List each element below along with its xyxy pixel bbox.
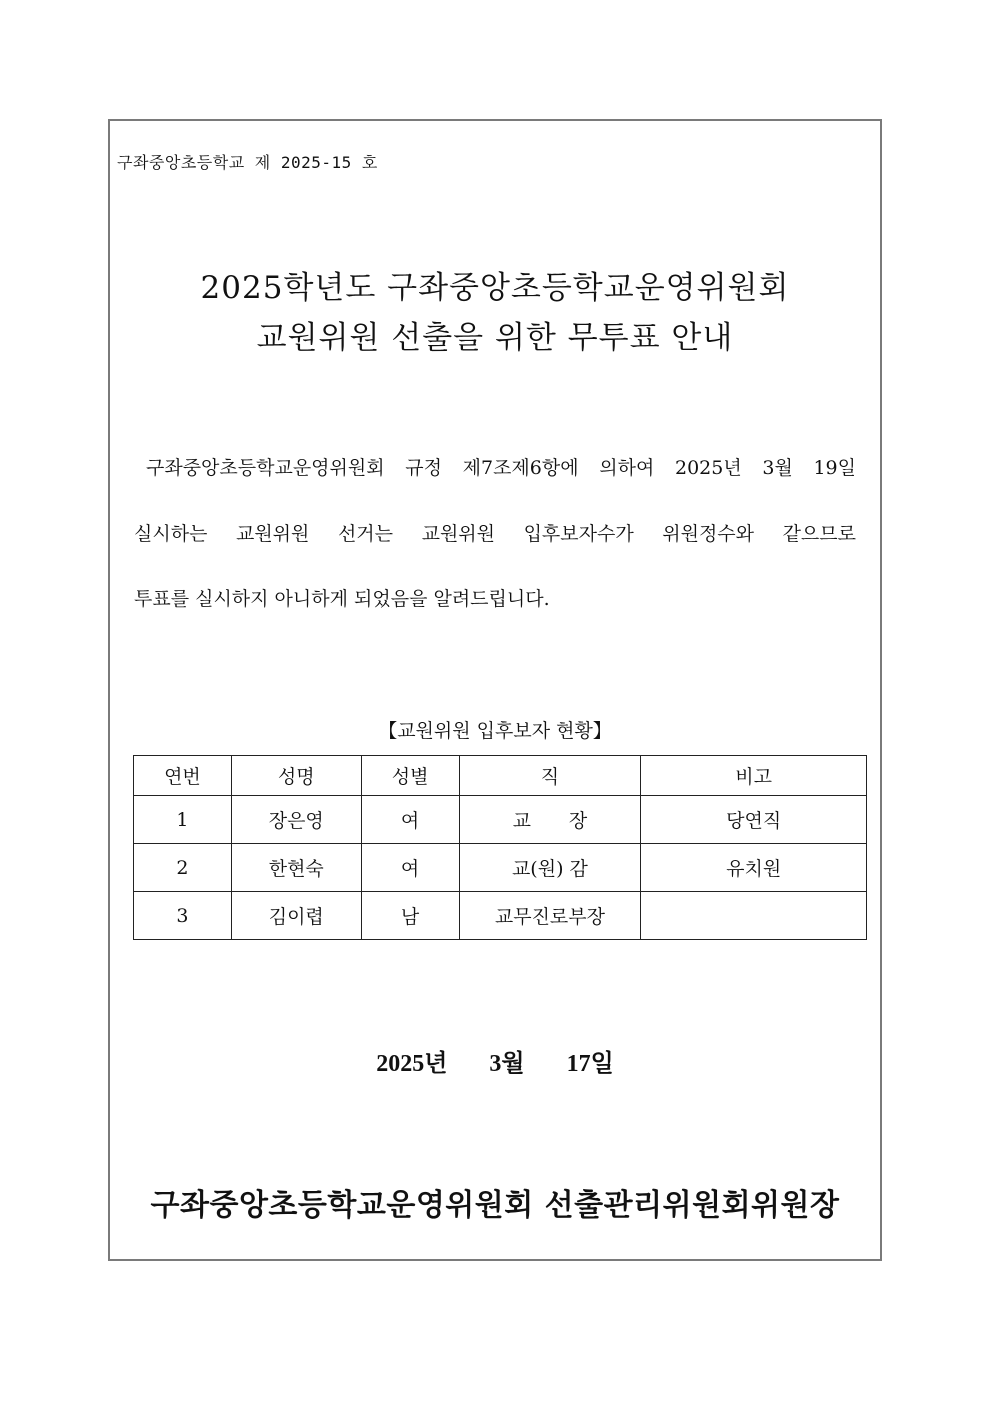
table-header-row [134,756,867,796]
date-month: 3월 [489,1051,525,1077]
title-line-2: 교원위원 선출을 위한 무투표 안내 [256,320,734,356]
cell-number: 1 [134,796,232,844]
cell-position: 교무진로부장 [459,892,641,940]
body-line-1: 구좌중앙초등학교운영위원회 규정 제7조제6항에 의하여 2025년 3월 19일 [146,457,856,479]
cell-name: 장은영 [231,796,361,844]
cell-gender: 여 [361,844,459,892]
cell-name: 한현숙 [231,844,361,892]
header-gender: 성별 [361,756,459,796]
cell-gender: 남 [361,892,459,940]
date-day: 17일 [566,1051,614,1077]
cell-position: 교 장 [459,796,641,844]
header-position: 직 [459,756,641,796]
cell-remarks [641,892,867,940]
date-year: 2025년 [376,1051,448,1077]
title-line-1: 2025학년도 구좌중앙초등학교운영위원회 [200,270,790,306]
document-date [108,1043,882,1078]
signature: 구좌중앙초등학교운영위원회 선출관리위원회위원장 [150,1188,840,1223]
table-row [134,892,867,940]
cell-name: 김이렵 [231,892,361,940]
table-title: 【교원위원 입후보자 현황】 [378,720,612,742]
header-number: 연번 [134,756,232,796]
cell-gender: 여 [361,796,459,844]
body-line-2: 실시하는 교원위원 선거는 교원위원 입후보자수가 위원정수와 같으므로 [134,523,856,545]
cell-number: 2 [134,844,232,892]
cell-number: 3 [134,892,232,940]
header-name: 성명 [231,756,361,796]
table-row [134,844,867,892]
cell-position: 교(원) 감 [459,844,641,892]
cell-remarks: 당연직 [641,796,867,844]
document-number: 구좌중앙초등학교 제 2025-15 호 [117,153,378,172]
body-line-3: 투표를 실시하지 아니하게 되었음을 알려드립니다. [134,588,550,610]
cell-remarks: 유치원 [641,844,867,892]
header-remarks: 비고 [641,756,867,796]
candidates-table [133,755,867,940]
table-row [134,796,867,844]
